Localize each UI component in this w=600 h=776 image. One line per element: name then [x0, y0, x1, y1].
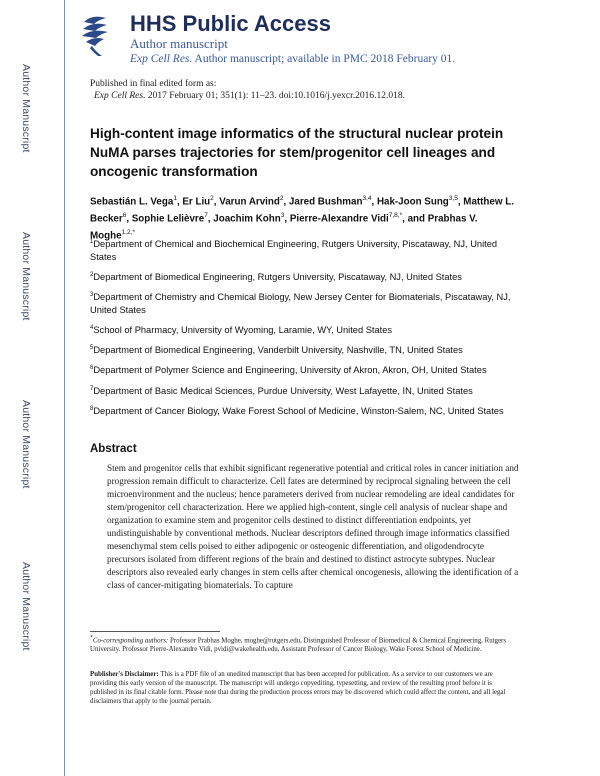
author-affiliation-marker: 7 [204, 211, 208, 219]
abstract-heading: Abstract [90, 443, 137, 455]
affiliation-text: Department of Cancer Biology, Wake Forest School of Medicine, Winston-Salem, NC, United States [93, 405, 504, 416]
author-list: Sebastián L. Vega$^1$, Er Liu$^2$, Varun Arvind$^2$, Jared Bushman$^{3,4}$, Hak-Joon Sung$^{3,5}$, Matthew L. Becker$^6$, Sophie Lelièvre$^7$, Joachim Kohn$^3$, Pierre-Alexandre Vidi$^{7,8,*}$, and Prabhas V. Moghe$^{1,2,*}$ [90, 195, 514, 241]
affiliation-item [90, 362, 520, 377]
footnote-label: Co-corresponding authors: [92, 637, 170, 645]
citation [90, 90, 405, 102]
sidebar-label: Author Manuscript [20, 562, 32, 651]
sidebar-label: Author Manuscript [20, 400, 32, 489]
author-name: Hak-Joon Sung [376, 196, 449, 208]
disclaimer-text: This is a PDF file of an unedited manuscript that has been accepted for publication. As a service to our customers we are providing this early version of the manuscript. The manuscript will undergo copyediting, typesetting, and review of the resulting proof before it is published in its final citable form. Please note that during the production process errors may be discovered which could affect the content, and all legal disclaimers that apply to the journal pertain. [90, 671, 506, 705]
availability-text: Author manuscript; available in PMC 2018 February 01. [192, 53, 456, 65]
footnote-divider [90, 631, 220, 632]
author-affiliation-marker: 3 [280, 211, 285, 219]
hhs-title: HHS Public Access [130, 11, 331, 36]
affiliation-text: Department of Polymer Science and Engineering, University of Akron, Akron, OH, United States [93, 365, 487, 376]
affiliation-item [90, 342, 520, 357]
footnote-marker: * [90, 635, 93, 641]
author-name: Pierre-Alexandre Vidi [289, 213, 389, 225]
affiliation-item [90, 289, 520, 317]
author-affiliation-marker: 3,4 [362, 195, 372, 202]
author-affiliation-marker: 3,5 [448, 195, 458, 202]
affiliation-number: 4 [90, 325, 94, 332]
citation-journal: Exp Cell Res. [94, 91, 146, 101]
affiliation-number: 3 [90, 292, 94, 299]
affiliation-number: 2 [90, 272, 94, 279]
author-affiliation-marker: 6 [122, 211, 127, 219]
sidebar-divider [64, 0, 65, 776]
header [130, 12, 455, 67]
affiliation-number: 8 [90, 405, 94, 412]
availability-line [130, 52, 455, 67]
publisher-disclaimer [90, 670, 520, 706]
sidebar-label: Author Manuscript [20, 232, 32, 321]
author-affiliation-marker: 2 [210, 195, 214, 202]
affiliation-number: 7 [90, 385, 94, 392]
corresponding-footnote [90, 634, 520, 654]
affiliation-text: Department of Basic Medical Sciences, Purdue University, West Lafayette, IN, United States [93, 385, 473, 396]
affiliation-item [90, 269, 520, 284]
affiliation-item [90, 403, 520, 418]
journal-name[interactable]: Exp Cell Res. [130, 53, 193, 65]
author-affiliation-marker: 1 [173, 195, 177, 202]
disclaimer-label: Publisher's Disclaimer: [90, 671, 161, 678]
author-name: Jared Bushman [288, 196, 363, 208]
affiliation-text: Department of Biomedical Engineering, Rutgers University, Piscataway, NJ, United States [93, 272, 462, 283]
author-name: Sophie Lelièvre [131, 213, 205, 225]
author-conjunction: , and [402, 213, 428, 225]
author-affiliation-marker: 1,2,* [121, 228, 135, 236]
affiliation-number: 1 [90, 239, 94, 245]
author-name: Prabhas V. Moghe [90, 213, 478, 241]
author-affiliation-marker: 7,8,* [388, 211, 403, 219]
author-affiliation-marker: 2 [279, 195, 284, 202]
publication-info [90, 78, 405, 102]
author-name: Varun Arvind [219, 196, 280, 208]
abstract-body: Stem and progenitor cells that exhibit significant regenerative potential and critical roles in cancer initiation and progression remain difficult to characterize. Cell fates are determined by reciprocal signaling between the cell microenvironment and the nucleus; hence parameters derived from nuclear remodeling are ideal candidates for stem/progenitor cell characterization. Here we applied high-content, single cell analysis of nuclear shape and organization to examine stem and progenitor cells destined to distinct differentiation endpoints, yet undistinguishable by conventional methods. Nuclear descriptors defined through image informatics classified mesenchymal stem cells poised to either adipogenic or osteogenic differentiation, and oligodendrocyte precursors isolated from different regions of the brain and destined to distinct astrocyte subtypes. Nuclear descriptors also revealed early changes in stem cells after chemical oncogenesis, allowing the identification of a class of cancer-mitigating biomaterials. To capture [107, 463, 519, 591]
affiliation-text: Department of Chemistry and Chemical Biology, New Jersey Center for Biomaterials, Piscataway, NJ, United States [90, 292, 511, 316]
citation-detail: 2017 February 01; 351(1): 11–23. doi:10.1016/j.yexcr.2016.12.018. [145, 91, 406, 101]
affiliation-number: 6 [90, 365, 94, 372]
affiliation-text: Department of Chemical and Biochemical Engineering, Rutgers University, Piscataway, NJ, United States [90, 239, 498, 263]
affiliation-item [90, 383, 520, 398]
author-name: Er Liu [182, 196, 211, 208]
article-title: High-content image informatics of the structural nuclear protein NuMA parses trajectories for stem/progenitor cell lineages and oncogenic transformation [90, 126, 504, 179]
footnote-text: Professor Prabhas Moghe, moghe@rutgers.edu, Distinguished Professor of Biomedical & Chemical Engineering, Rutgers University. Professor Pierre-Alexandre Vidi, pvidi@wakehealth.edu, Assistant Professor of Cancer Biology, Wake Forest School of Medicine. [90, 637, 507, 654]
affiliation-list [90, 236, 520, 423]
hhs-eagle-logo-icon [80, 12, 112, 58]
published-label: Published in final edited form as: [90, 79, 217, 89]
affiliation-text: School of Pharmacy, University of Wyoming, Laramie, WY, United States [93, 325, 393, 336]
manuscript-label: Author manuscript [130, 36, 228, 51]
affiliation-text: Department of Biomedical Engineering, Vanderbilt University, Nashville, TN, United States [93, 345, 463, 356]
affiliation-number: 5 [90, 345, 94, 352]
sidebar-label: Author Manuscript [20, 64, 32, 153]
author-name: Joachim Kohn [213, 213, 281, 225]
affiliation-item [90, 322, 520, 337]
affiliation-item [90, 236, 520, 264]
author-name: Sebastián L. Vega [90, 196, 174, 208]
author-name: Matthew L. Becker [90, 196, 514, 225]
